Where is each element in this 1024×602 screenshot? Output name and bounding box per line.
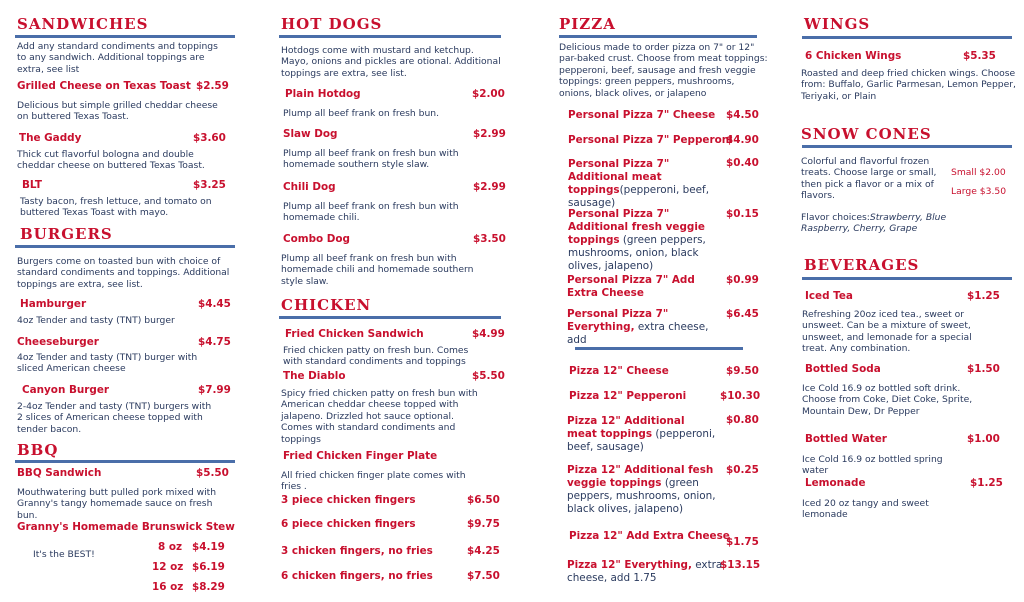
pizza-price: $10.30 bbox=[720, 390, 761, 402]
item-name: Fried Chicken Finger Plate bbox=[283, 450, 438, 462]
item-price: $5.50 bbox=[196, 467, 229, 479]
item-desc: Plump all beef frank on fresh bun with homemade chili. bbox=[283, 201, 459, 224]
pizza-name: Personal Pizza 7" Additional fresh veggie toppings (green peppers, mushrooms, onion, black olives, jalapeno) bbox=[568, 208, 706, 272]
pizza-name: Personal Pizza 7" Additional meat toppings(pepperoni, beef, sausage) bbox=[568, 158, 710, 209]
item-price: $4.99 bbox=[472, 328, 505, 340]
pizza-name: Personal Pizza 7" Pepperoni bbox=[568, 134, 733, 146]
finger-name: 6 chicken fingers, no fries bbox=[281, 570, 433, 582]
column-sandwiches-burgers-bbq bbox=[0, 0, 250, 602]
item-desc: Mouthwatering butt pulled pork mixed with Granny's tangy homemade sauce on fresh bun. bbox=[17, 487, 217, 521]
item-name: Lemonade bbox=[805, 477, 866, 489]
item-desc: 4oz Tender and tasty (TNT) burger bbox=[17, 315, 175, 326]
burgers-divider bbox=[15, 245, 235, 248]
item-price: $3.50 bbox=[473, 233, 506, 245]
pizza-extra: extra cheese, add 1.75 bbox=[567, 559, 723, 584]
item-desc: Delicious but simple grilled cheddar cheese on buttered Texas Toast. bbox=[17, 100, 218, 123]
burgers-intro: Burgers come on toasted bun with choice of standard condiments and toppings. Additional toppings are extra, see list. bbox=[17, 256, 230, 290]
item-desc: Spicy fried chicken patty on fresh bun with American cheddar cheese topped with jalapeno. Drizzled hot sauce optional. Comes with standard condiments and toppings bbox=[281, 388, 478, 445]
item-price: $2.99 bbox=[473, 128, 506, 140]
snowcones-flavors: Flavor choices:Strawberry, Blue Raspberry, Cherry, Grape bbox=[801, 212, 947, 235]
item-desc: Plump all beef frank on fresh bun with homemade chili and homemade southern style slaw. bbox=[281, 253, 474, 287]
item-desc: Refreshing 20oz iced tea., sweet or unsweet. Can be a mixture of sweet, unsweet, and lemonade for a special treat. Any combination. bbox=[802, 309, 972, 355]
hotdogs-intro: Hotdogs come with mustard and ketchup. Mayo, onions and pickles are otional. Additional toppings are extra, see list. bbox=[281, 45, 501, 79]
pizza-heading: PIZZA bbox=[559, 15, 616, 33]
stew-size: 8 oz bbox=[158, 541, 183, 553]
item-name: The Gaddy bbox=[19, 132, 82, 144]
beverages-divider bbox=[802, 277, 1012, 280]
item-price: $7.99 bbox=[198, 384, 231, 396]
pizza-extra: (pepperoni, beef, sausage) bbox=[568, 184, 710, 209]
snowcones-desc: Colorful and flavorful frozen treats. Choose large or small, then pick a flavor or a mix of flavors. bbox=[801, 156, 937, 202]
pizza-price: $6.45 bbox=[726, 308, 759, 320]
hotdogs-divider bbox=[279, 35, 501, 38]
item-name: BBQ Sandwich bbox=[17, 467, 102, 479]
item-price: $2.99 bbox=[473, 181, 506, 193]
stew-name: Granny's Homemade Brunswick Stew bbox=[17, 521, 235, 533]
item-desc: 4oz Tender and tasty (TNT) burger with sliced American cheese bbox=[17, 352, 198, 375]
finger-price: $6.50 bbox=[467, 494, 500, 506]
snowcones-large-price: Large $3.50 bbox=[951, 186, 1007, 197]
item-name: Combo Dog bbox=[283, 233, 350, 245]
item-name: Slaw Dog bbox=[283, 128, 338, 140]
bbq-heading: BBQ bbox=[17, 441, 59, 459]
pizza-price: $4.90 bbox=[726, 134, 759, 146]
item-desc: Plump all beef frank on fresh bun. bbox=[283, 108, 440, 119]
snowcones-small-price: Small $2.00 bbox=[951, 167, 1006, 178]
item-price: $5.50 bbox=[472, 370, 505, 382]
stew-size: 12 oz bbox=[152, 561, 184, 573]
pizza-name: Pizza 12" Everything, extra cheese, add 1.75 bbox=[567, 559, 723, 584]
finger-price: $4.25 bbox=[467, 545, 500, 557]
item-name: Fried Chicken Sandwich bbox=[285, 328, 424, 340]
wings-divider bbox=[802, 36, 1012, 39]
item-name: Canyon Burger bbox=[22, 384, 110, 396]
pizza-extra: (green peppers, mushrooms, onion, black olives, jalapeno) bbox=[568, 234, 706, 272]
item-name: BLT bbox=[22, 179, 42, 191]
item-name: Chili Dog bbox=[283, 181, 336, 193]
item-name: Hamburger bbox=[20, 298, 87, 310]
pizza-divider bbox=[559, 35, 757, 38]
item-desc: 2-4oz Tender and tasty (TNT) burgers with 2 slices of American cheese topped with tender bacon. bbox=[17, 401, 212, 435]
pizza-name: Personal Pizza 7" Cheese bbox=[568, 109, 716, 121]
stew-price: $8.29 bbox=[192, 581, 225, 593]
pizza-name: Pizza 12" Additional meat toppings (pepperoni, beef, sausage) bbox=[567, 415, 716, 453]
pizza-name: Pizza 12" Add Extra Cheese bbox=[569, 530, 730, 542]
finger-price: $9.75 bbox=[467, 518, 500, 530]
stew-note: It's the BEST! bbox=[33, 549, 95, 560]
item-desc: Tasty bacon, fresh lettuce, and tomato on buttered Texas Toast with mayo. bbox=[20, 196, 212, 219]
pizza-price: $4.50 bbox=[726, 109, 759, 121]
item-price: $4.45 bbox=[198, 298, 231, 310]
snowcones-divider bbox=[802, 145, 1012, 148]
item-price: $4.75 bbox=[198, 336, 231, 348]
item-price: $1.50 bbox=[967, 363, 1000, 375]
item-name: Plain Hotdog bbox=[285, 88, 361, 100]
chicken-heading: CHICKEN bbox=[281, 296, 372, 314]
pizza-size-divider bbox=[575, 347, 743, 350]
pizza-name: Personal Pizza 7" Add Extra Cheese bbox=[567, 274, 695, 299]
item-price: $1.00 bbox=[967, 433, 1000, 445]
column-hotdogs-chicken bbox=[263, 0, 513, 602]
item-price: $3.25 bbox=[193, 179, 226, 191]
item-price: $3.60 bbox=[193, 132, 226, 144]
item-name: Cheeseburger bbox=[17, 336, 99, 348]
hotdogs-heading: HOT DOGS bbox=[281, 15, 383, 33]
bbq-divider bbox=[15, 460, 235, 463]
sandwiches-heading: SANDWICHES bbox=[17, 15, 149, 33]
pizza-extra: (green peppers, mushrooms, onion, black olives, jalapeno) bbox=[567, 477, 716, 515]
item-desc: Iced 20 oz tangy and sweet lemonade bbox=[802, 498, 929, 521]
stew-size: 16 oz bbox=[152, 581, 184, 593]
finger-name: 3 piece chicken fingers bbox=[281, 494, 416, 506]
pizza-name: Pizza 12" Pepperoni bbox=[569, 390, 687, 402]
pizza-price: $0.25 bbox=[726, 464, 759, 476]
beverages-heading: BEVERAGES bbox=[804, 256, 920, 274]
wings-heading: WINGS bbox=[804, 15, 871, 33]
item-price: $2.59 bbox=[196, 80, 229, 92]
finger-name: 3 chicken fingers, no fries bbox=[281, 545, 433, 557]
wings-price: $5.35 bbox=[963, 50, 996, 62]
item-desc: Plump all beef frank on fresh bun with homemade southern style slaw. bbox=[283, 148, 459, 171]
item-desc: Ice Cold 16.9 oz bottled spring water bbox=[802, 454, 943, 477]
item-desc: All fried chicken finger plate comes with fries . bbox=[281, 470, 466, 493]
pizza-name: Pizza 12" Additional fesh veggie toppings (green peppers, mushrooms, onion, black olives, jalapeno) bbox=[567, 464, 716, 515]
item-desc: Fried chicken patty on fresh bun. Comes with standard condiments and toppings bbox=[283, 345, 469, 368]
item-desc: Thick cut flavorful bologna and double cheddar cheese on buttered Texas Toast. bbox=[17, 149, 205, 172]
column-pizza bbox=[545, 0, 770, 602]
wings-name: 6 Chicken Wings bbox=[805, 50, 902, 62]
pizza-price: $1.75 bbox=[726, 536, 759, 548]
pizza-intro: Delicious made to order pizza on 7" or 12" par-baked crust. Choose from meat toppings: pepperoni, beef, sausage and fresh veggie toppings: green peppers, mushrooms, onions, black olives, or jalapeno bbox=[559, 42, 768, 99]
pizza-name: Pizza 12" Cheese bbox=[569, 365, 669, 377]
finger-name: 6 piece chicken fingers bbox=[281, 518, 416, 530]
item-name: The Diablo bbox=[283, 370, 346, 382]
item-name: Grilled Cheese on Texas Toast bbox=[17, 80, 191, 92]
finger-price: $7.50 bbox=[467, 570, 500, 582]
pizza-price: $0.40 bbox=[726, 157, 759, 169]
stew-price: $6.19 bbox=[192, 561, 225, 573]
item-name: Bottled Soda bbox=[805, 363, 881, 375]
pizza-name: Personal Pizza 7" Everything, extra cheese, add bbox=[567, 308, 709, 346]
column-wings-snowcones-beverages bbox=[790, 0, 1024, 602]
burgers-heading: BURGERS bbox=[20, 225, 113, 243]
pizza-price: $13.15 bbox=[720, 559, 761, 571]
sandwiches-divider bbox=[15, 35, 235, 38]
pizza-price: $0.15 bbox=[726, 208, 759, 220]
pizza-price: $0.80 bbox=[726, 414, 759, 426]
item-price: $2.00 bbox=[472, 88, 505, 100]
chicken-divider bbox=[279, 316, 501, 319]
pizza-price: $0.99 bbox=[726, 274, 759, 286]
snowcones-heading: SNOW CONES bbox=[801, 125, 932, 143]
item-price: $1.25 bbox=[967, 290, 1000, 302]
item-name: Iced Tea bbox=[805, 290, 853, 302]
item-name: Bottled Water bbox=[805, 433, 887, 445]
pizza-extra: extra cheese, add bbox=[567, 321, 709, 346]
item-price: $1.25 bbox=[970, 477, 1003, 489]
wings-desc: Roasted and deep fried chicken wings. Choose from: Buffalo, Garlic Parmesan, Lemon Pepper, Teriyaki, or Plain bbox=[801, 68, 1016, 102]
sandwiches-intro: Add any standard condiments and toppings to any sandwich. Additional toppings are extra, see list bbox=[17, 41, 218, 75]
stew-price: $4.19 bbox=[192, 541, 225, 553]
pizza-extra: (pepperoni, beef, sausage) bbox=[567, 428, 716, 453]
item-desc: Ice Cold 16.9 oz bottled soft drink. Choose from Coke, Diet Coke, Sprite, Mountain Dew, Dr Pepper bbox=[802, 383, 973, 417]
pizza-price: $9.50 bbox=[726, 365, 759, 377]
